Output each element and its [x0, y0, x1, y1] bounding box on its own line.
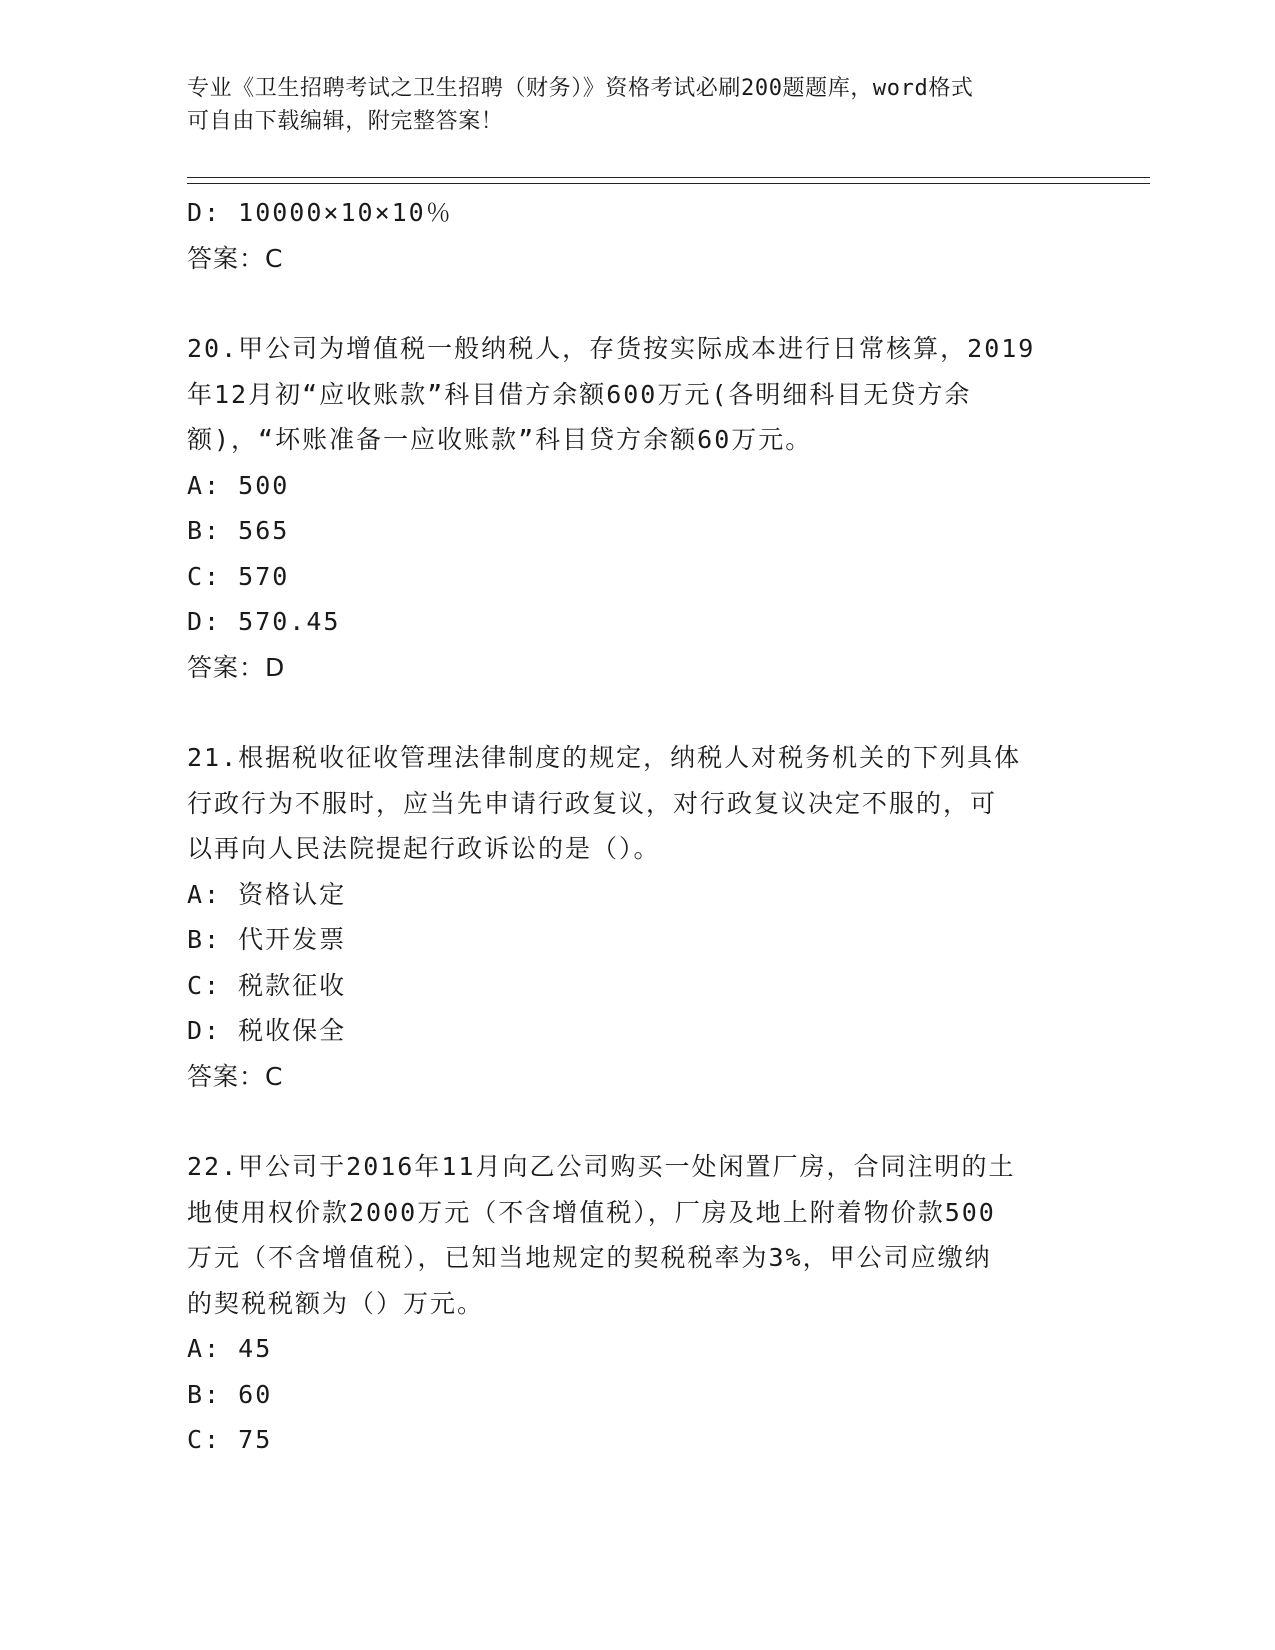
q22-stem-line-4: 的契税税额为（）万元。: [187, 1288, 485, 1318]
q19-option-d: D: 10000×10×10％: [187, 198, 453, 227]
q22-option-b: B: 60: [187, 1379, 273, 1409]
document-body: [187, 190, 1087, 1463]
q22-option-c: C: 75: [187, 1425, 273, 1454]
q20-option-a: A: 500: [187, 470, 290, 500]
q20-stem-line-2: 年12月初“应收账款”科目借方余额600万元(各明细科目无贷方余: [187, 379, 972, 409]
q20-stem-line-1: 20.甲公司为增值税一般纳税人，存货按实际成本进行日常核算，2019: [187, 334, 1036, 363]
q22-option-a: A: 45: [187, 1334, 273, 1363]
header-divider-bottom: [187, 183, 1150, 184]
question-22: [187, 1144, 1087, 1463]
header-title-line-1: 专业《卫生招聘考试之卫生招聘（财务）》资格考试必刷200题题库，word格式: [187, 76, 974, 101]
q21-option-a: A: 资格认定: [187, 879, 347, 909]
question-19-tail: [187, 190, 1087, 281]
q21-stem-line-1: 21.根据税收征收管理法律制度的规定，纳税人对税务机关的下列具体: [187, 743, 1022, 772]
q20-option-b: B: 565: [187, 516, 290, 545]
q20-option-d: D: 570.45: [187, 607, 341, 636]
q20-answer: 答案：D: [187, 652, 286, 682]
q21-option-d: D: 税收保全: [187, 1016, 347, 1045]
spacer: [187, 281, 1087, 326]
q22-stem-line-3: 万元（不含增值税），已知当地规定的契税税率为3%，甲公司应缴纳: [187, 1243, 992, 1272]
q22-stem-line-2: 地使用权价款2000万元（不含增值税），厂房及地上附着物价款500: [187, 1197, 996, 1227]
q20-option-c: C: 570: [187, 561, 290, 591]
question-20: [187, 326, 1087, 690]
q21-stem-line-2: 行政行为不服时，应当先申请行政复议，对行政复议决定不服的，可: [187, 788, 998, 818]
header-divider-top: [187, 177, 1150, 178]
document-header: [187, 72, 1087, 138]
spacer: [187, 1099, 1087, 1144]
spacer: [187, 690, 1087, 735]
q21-option-c: C: 税款征收: [187, 970, 347, 1000]
question-21: [187, 735, 1087, 1099]
q20-stem-line-3: 额)，“坏账准备一应收账款”科目贷方余额60万元。: [187, 425, 813, 454]
q21-option-b: B: 代开发票: [187, 925, 347, 954]
q21-stem-line-3: 以再向人民法院提起行政诉讼的是（）。: [187, 834, 661, 863]
q21-answer: 答案：C: [187, 1061, 284, 1091]
q19-answer: 答案：C: [187, 243, 284, 273]
header-title-line-2: 可自由下载编辑，附完整答案！: [187, 109, 504, 134]
q22-stem-line-1: 22.甲公司于2016年11月向乙公司购买一处闲置厂房，合同注明的土: [187, 1152, 1016, 1181]
